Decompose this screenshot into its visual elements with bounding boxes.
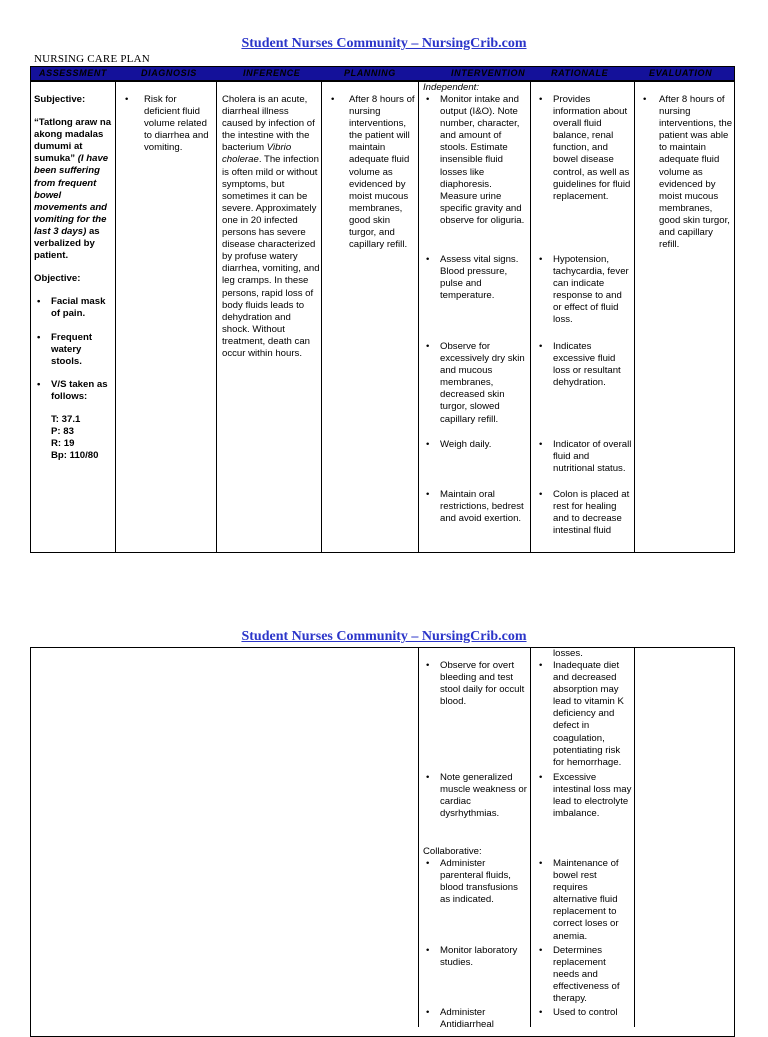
col-header-planning: PLANNING [344,68,396,78]
vital-bp: Bp: 110/80 [51,450,99,462]
objective-item: • V/S taken as follows: [34,379,114,403]
col-header-diagnosis: DIAGNOSIS [141,68,197,78]
rationale-item: • Indicator of overall fluid and nutritional status. [536,439,632,475]
col-header-rationale: RATIONALE [551,68,609,78]
intervention-item: • Observe for overt bleeding and test stool daily for occult blood. [423,660,528,708]
rationale-item: • Determines replacement needs and effectiveness of therapy. [536,945,632,1005]
planning-text: • After 8 hours of nursing interventions, the patient will maintain adequate fluid volume as evidenced by moist mucous membranes, good skin turgor, and capillary refill. [328,94,416,251]
col-header-evaluation: EVALUATION [649,68,713,78]
evaluation-text: • After 8 hours of nursing interventions, the patient was able to maintain adequate fluid volume as evidenced by moist mucous membranes, good skin turgor, and capillary refill. [640,94,734,251]
rationale-item: • Excessive intestinal loss may lead to electrolyte imbalance. [536,772,632,820]
intervention-item: • Note generalized muscle weakness or cardiac dysrhythmias. [423,772,528,820]
doc-title: NURSING CARE PLAN [34,53,150,65]
independent-label: Independent: [423,82,480,93]
col-header-inference: INFERENCE [243,68,301,78]
diagnosis-text: • Risk for deficient fluid volume related to diarrhea and vomiting. [122,94,214,154]
intervention-item: • Observe for excessively dry skin and mucous membranes, decreased skin turgor, slowed capillary refill. [423,341,528,426]
intervention-item: • Assess vital signs. Blood pressure, pulse and temperature. [423,254,528,302]
evaluation-cell [640,94,734,251]
planning-cell [328,94,416,251]
column-divider [115,81,116,553]
column-divider [321,81,322,553]
column-divider [634,81,635,553]
subjective-quote: “Tatlong araw na akong madalas dumumi at sumuka” (I have been suffering from frequent bowel movements and vomiting for the last 3 days) as verbalized by patient. [34,117,112,262]
column-divider [216,81,217,553]
rationale-item: • Indicates excessive fluid loss or resultant dehydration. [536,341,632,389]
objective-item: • Facial mask of pain. [34,296,114,320]
subjective-label: Subjective: [34,94,86,105]
intervention-item: • Monitor intake and output (I&O). Note number, character, and amount of stools. Estimate insensible fluid losses like diaphoresis. Measure urine specific gravity and observe for oliguria. [423,94,528,227]
rationale-item: • Inadequate diet and decreased absorption may lead to vitamin K deficiency and defect in coagulation, potentiating risk for hemorrhage. [536,660,632,769]
intervention-item: • Administer parenteral fluids, blood transfusions as indicated. [423,858,528,906]
assessment-cell [34,94,114,462]
collaborative-label: Collaborative: [423,846,482,857]
objective-label: Objective: [34,273,81,285]
col-header-intervention: INTERVENTION [451,68,526,78]
vital-temp: T: 37.1 [51,413,81,425]
objective-item: • Frequent watery stools. [34,332,114,368]
rationale-item: • Colon is placed at rest for healing and to decrease intestinal fluid [536,489,632,537]
col-header-assessment: ASSESSMENT [39,68,108,78]
rationale-item: • Used to control [536,1007,632,1019]
vital-resp: R: 19 [51,438,75,450]
column-divider [530,647,531,1027]
intervention-item: • Monitor laboratory studies. [423,945,528,969]
inference-text: Cholera is an acute, diarrheal illness caused by infection of the intestine with the bacterium Vibrio cholerae. The infection is often mild or without symptoms, but sometimes it can be severe. Approximately one in 20 infected persons has severe disease characterized by profuse watery diarrhea, vomiting, and leg cramps. In these persons, rapid loss of body fluids leads to dehydration and shock. Without treatment, death can occur within hours. [222,94,320,359]
intervention-item: • Weigh daily. [423,439,528,451]
column-divider [418,81,419,553]
rationale-item: • Hypotension, tachycardia, fever can indicate response to and or effect of fluid loss. [536,254,632,327]
diagnosis-cell [122,94,214,154]
site-link-top[interactable]: Student Nurses Community – NursingCrib.com [241,36,527,51]
vital-pulse: P: 83 [51,426,74,438]
rationale-item: • Maintenance of bowel rest requires alternative fluid replacement to correct loses or anemia. [536,858,632,943]
site-link-page2[interactable]: Student Nurses Community – NursingCrib.com [241,629,527,644]
intervention-item: • Maintain oral restrictions, bedrest and avoid exertion. [423,489,528,525]
inference-cell [222,94,320,360]
column-divider [634,647,635,1027]
intervention-item: • Administer Antidiarrheal [423,1007,528,1031]
rationale-continuation: losses. [553,648,583,659]
rationale-item: • Provides information about overall fluid balance, renal function, and bowel disease control, as well as guidelines for fluid replacement. [536,94,632,203]
table-header-bar [30,66,735,81]
column-divider [530,81,531,553]
column-divider [418,647,419,1027]
